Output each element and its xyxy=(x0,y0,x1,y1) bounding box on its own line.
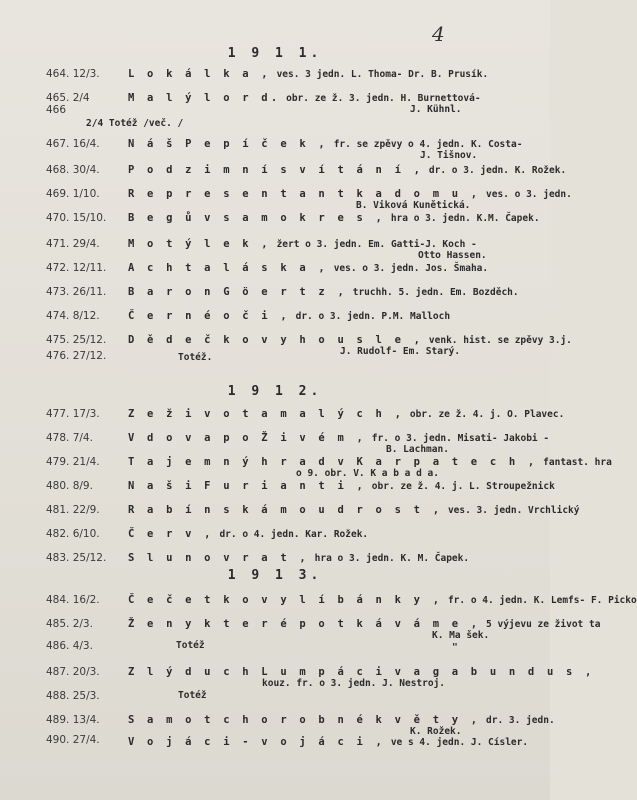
entry-details: fantast. hra xyxy=(543,457,612,468)
year-heading-1911: 1 9 1 1. xyxy=(227,46,323,61)
entry-text xyxy=(128,92,481,104)
entry-continuation: K. Ma šek. xyxy=(432,630,490,641)
entry-text xyxy=(128,666,595,678)
entry-details: fr. se zpěvy o 4. jedn. K. Costa- xyxy=(333,139,523,150)
entry-text xyxy=(128,432,549,444)
entry-number: 482. 6/10. xyxy=(46,528,100,540)
entry-number: 475. 25/12. xyxy=(46,334,107,346)
entry-text xyxy=(128,528,368,540)
entry-same-note: Totéž. xyxy=(178,352,213,363)
entry-number: 481. 22/9. xyxy=(46,504,100,516)
entry-details: fr. o 3. jedn. Misati- Jakobi - xyxy=(371,433,550,444)
entry-same-note: 2/4 Totéž /več. / xyxy=(86,118,184,129)
entry-title: V d o v a p o Ž i v é m , xyxy=(128,432,367,444)
entry-details: ves. 3. jedn. Vrchlický xyxy=(447,505,580,516)
entry-number: 486. 4/3. xyxy=(46,640,93,652)
entry-title: N á š P e p í č e k , xyxy=(128,138,328,150)
entry-title: B a r o n G ö e r t z , xyxy=(128,286,347,298)
entry-text xyxy=(128,212,540,224)
entry-number: 469. 1/10. xyxy=(46,188,100,200)
entry-continuation: B. Viková Kunětická. xyxy=(356,200,471,211)
entry-title: L o k á l k a , xyxy=(128,68,271,80)
entry-details: venk. hist. se zpěvy 3.j. xyxy=(428,335,572,346)
entry-text xyxy=(128,188,572,200)
entry-continuation: J. Kühnl. xyxy=(410,104,462,115)
entry-text xyxy=(128,238,477,250)
entry-number: 485. 2/3. xyxy=(46,618,93,630)
entry-details: truchh. 5. jedn. Em. Bozděch. xyxy=(352,287,519,298)
entry-text xyxy=(128,138,522,150)
entry-title: T a j e m n ý h r a d v K a r p a t e c h , xyxy=(128,456,538,468)
entry-title: A c h t a l á s k a , xyxy=(128,262,328,274)
entry-title: S l u n o v r a t , xyxy=(128,552,309,564)
entry-details: dr. o 3. jedn. K. Rožek. xyxy=(428,165,567,176)
entry-continuation: J. Rudolf- Em. Starý. xyxy=(340,346,461,357)
page-number: 4 xyxy=(432,22,445,46)
entry-number: 480. 8/9. xyxy=(46,480,93,492)
entry-title: Č e č e t k o v y l í b á n k y , xyxy=(128,594,443,606)
entry-number: 490. 27/4. xyxy=(46,734,100,746)
entry-text xyxy=(128,480,555,492)
entry-title: Č e r n é o č i , xyxy=(128,310,290,322)
entry-details: dr. o 4. jedn. Kar. Rožek. xyxy=(219,529,369,540)
entry-details: hra o 3. jedn. K.M. Čapek. xyxy=(390,213,540,224)
entry-continuation: kouz. fr. o 3. jedn. J. Nestroj. xyxy=(262,678,446,689)
entry-text xyxy=(128,334,572,346)
entry-number: 464. 12/3. xyxy=(46,68,100,80)
entry-number: 474. 8/12. xyxy=(46,310,100,322)
entry-number: 483. 25/12. xyxy=(46,552,107,564)
entry-same-note: Totéž xyxy=(178,690,207,701)
entry-title: Z l ý d u c h L u m p á c i v a g a b u n d u s , xyxy=(128,666,595,678)
entry-details: ves. 3 jedn. L. Thoma- Dr. B. Prusík. xyxy=(276,69,489,80)
entry-continuation: Otto Hassen. xyxy=(418,250,487,261)
entry-details: obr. ze ž. 4. j. L. Stroupežnick xyxy=(371,481,555,492)
entry-text xyxy=(128,714,555,726)
year-heading-1912: 1 9 1 2. xyxy=(227,384,323,399)
entry-title: D ě d e č k o v y h o u s l e , xyxy=(128,334,424,346)
entry-number: 468. 30/4. xyxy=(46,164,100,176)
entry-title: R e p r e s e n t a n t k a d o m u , xyxy=(128,188,481,200)
entry-title: B e g ů v s a m o k r e s , xyxy=(128,212,386,224)
entry-details: dr. 3. jedn. xyxy=(486,715,555,726)
entry-number: 472. 12/11. xyxy=(46,262,107,274)
entry-continuation: B. Lachman. xyxy=(386,444,449,455)
entry-details: ve s 4. jedn. J. Císler. xyxy=(390,737,529,748)
entry-details: ves. o 3. jedn. Jos. Šmaha. xyxy=(333,263,489,274)
entry-text xyxy=(128,310,450,322)
entry-text xyxy=(128,504,580,516)
entry-text xyxy=(128,68,488,80)
entry-title: P o d z i m n í s v í t á n í , xyxy=(128,164,424,176)
entry-text xyxy=(128,456,612,468)
entry-number: 473. 26/11. xyxy=(46,286,107,298)
entry-details: fr. o 4. jedn. K. Lemfs- F. Picko xyxy=(447,595,637,606)
entry-title: V o j á c i - v o j á c i , xyxy=(128,736,386,748)
entry-details: obr. ze ž. 3. jedn. H. Burnettová- xyxy=(286,93,481,104)
entry-title: Ž e n y k t e r é p o t k á v á m e , xyxy=(128,618,481,630)
entry-number: 478. 7/4. xyxy=(46,432,93,444)
entry-details: obr. ze ž. 4. j. O. Plavec. xyxy=(409,409,565,420)
entry-number: 476. 27/12. xyxy=(46,350,107,362)
entry-number: 465. 2/4 xyxy=(46,92,90,104)
entry-details: hra o 3. jedn. K. M. Čapek. xyxy=(314,553,470,564)
entry-title: N a š i F u r i a n t i , xyxy=(128,480,367,492)
entry-text xyxy=(128,736,528,748)
entry-title: M o t ý l e k , xyxy=(128,238,271,250)
entry-continuation: o 9. obr. V. K a b a d a. xyxy=(296,468,439,479)
entry-number: 489. 13/4. xyxy=(46,714,100,726)
entry-text xyxy=(128,408,564,420)
entry-title: S a m o t c h o r o b n é k v ě t y , xyxy=(128,714,481,726)
entry-number: 470. 15/10. xyxy=(46,212,107,224)
entry-number: 479. 21/4. xyxy=(46,456,100,468)
entry-details: 5 výjevu ze život ta xyxy=(486,619,601,630)
entry-title: Z e ž i v o t a m a l ý c h , xyxy=(128,408,405,420)
entry-text xyxy=(128,618,600,630)
entry-text xyxy=(128,262,488,274)
entry-details: dr. o 3. jedn. P.M. Malloch xyxy=(295,311,451,322)
entry-number: 484. 16/2. xyxy=(46,594,100,606)
entry-same-note: Totéž xyxy=(176,640,205,651)
entry-text xyxy=(128,594,637,606)
entry-title: Č e r v , xyxy=(128,528,214,540)
entry-text xyxy=(128,552,469,564)
entry-continuation: J. Tišnov. xyxy=(420,150,478,161)
entry-number: 488. 25/3. xyxy=(46,690,100,702)
entry-details: žert o 3. jedn. Em. Gatti-J. Koch - xyxy=(276,239,477,250)
entry-text xyxy=(128,164,566,176)
entry-number: 487. 20/3. xyxy=(46,666,100,678)
entry-number: 467. 16/4. xyxy=(46,138,100,150)
entry-title: R a b í n s k á m o u d r o s t , xyxy=(128,504,443,516)
entry-number: 466 xyxy=(46,104,67,116)
entry-text xyxy=(128,286,519,298)
year-heading-1913: 1 9 1 3. xyxy=(227,568,323,583)
entry-number: 471. 29/4. xyxy=(46,238,100,250)
entry-details: ves. o 3. jedn. xyxy=(486,189,572,200)
ditto-mark: " xyxy=(452,642,458,653)
entry-continuation: K. Rožek. xyxy=(410,726,462,737)
entry-title: M a l ý l o r d. xyxy=(128,92,281,104)
entry-number: 477. 17/3. xyxy=(46,408,100,420)
